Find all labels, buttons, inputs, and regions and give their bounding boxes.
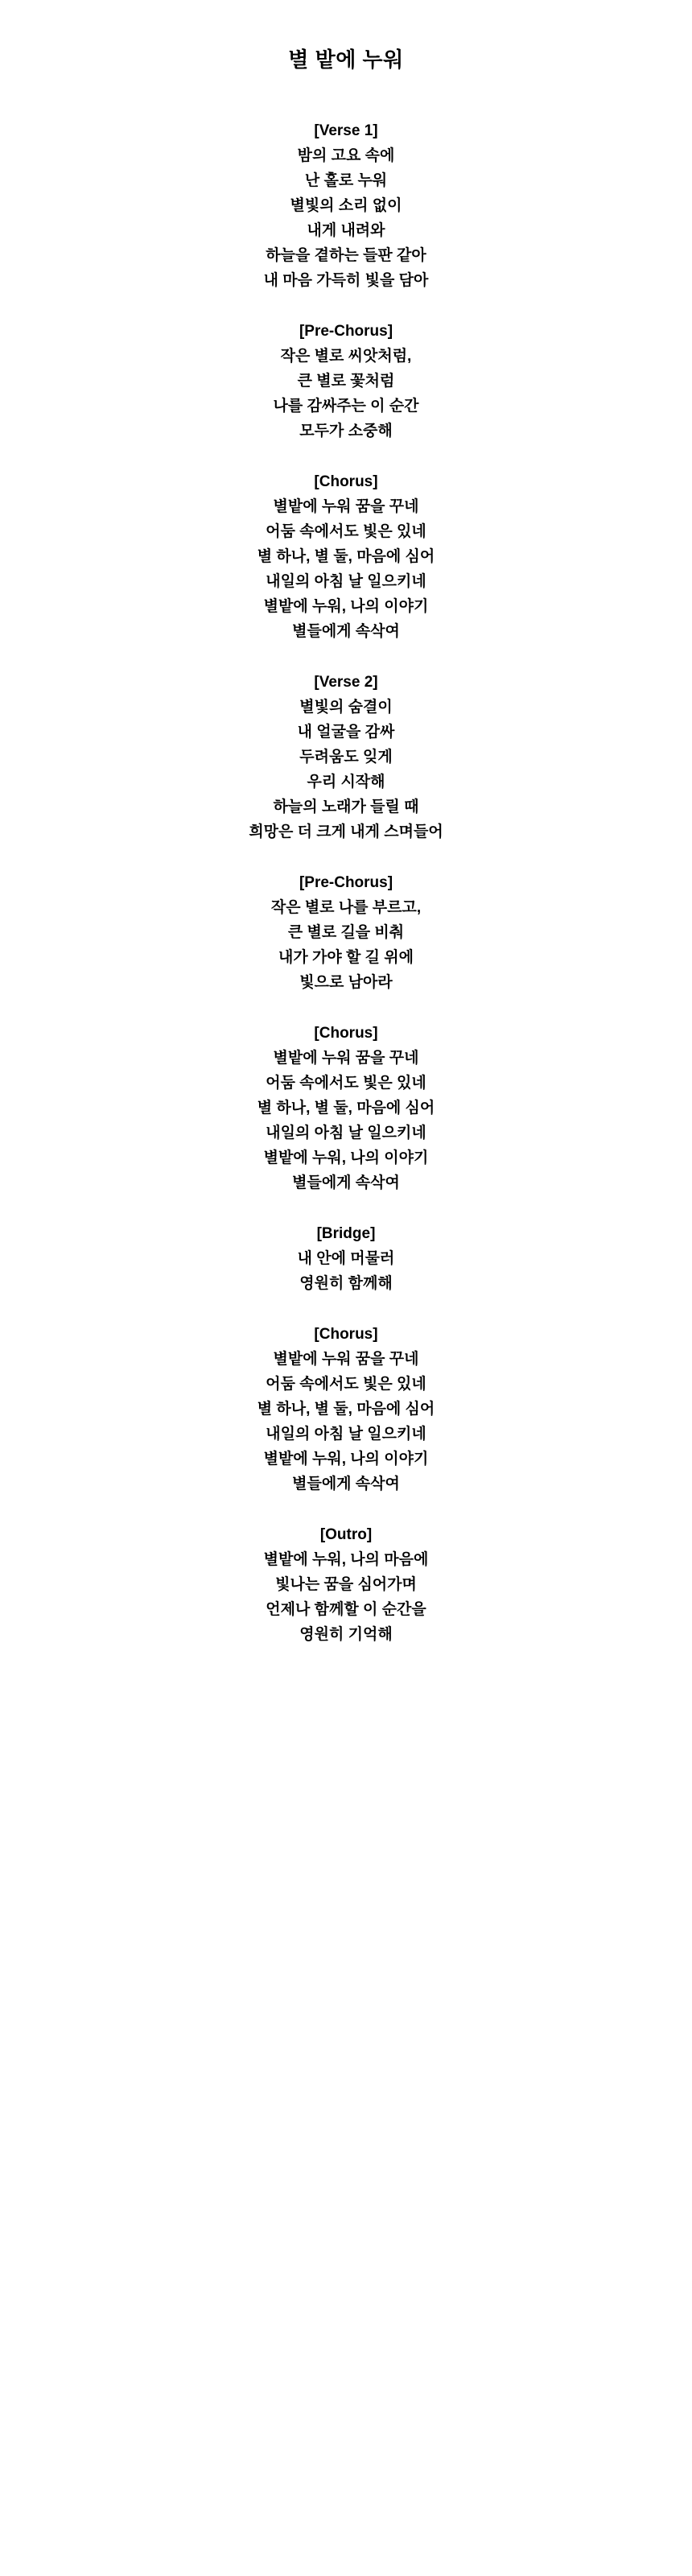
- section-label: [Chorus]: [314, 1326, 378, 1343]
- section-label: [Chorus]: [314, 1025, 378, 1042]
- section-label: [Outro]: [319, 1526, 373, 1543]
- lyrics-line: 모두가 소중해: [299, 423, 393, 440]
- lyrics-line: 하늘을 곁하는 들판 같아: [266, 247, 426, 264]
- lyrics-line: 내 안에 머물러: [297, 1250, 395, 1267]
- section-label: [Pre-Chorus]: [299, 874, 393, 891]
- lyrics-line: 별빛의 숨결이: [299, 699, 393, 716]
- lyrics-line: 내게 내려와: [307, 222, 385, 239]
- lyrics-line: 우리 시작해: [307, 774, 385, 791]
- lyrics-line: 별들에게 속삭여: [292, 1476, 400, 1492]
- lyrics-line: 별밭에 누워, 나의 이야기: [263, 598, 429, 615]
- section-label: [Verse 1]: [314, 122, 378, 139]
- lyrics-line: 별 하나, 별 둘, 마음에 심어: [257, 548, 435, 565]
- lyrics-line: 별 하나, 별 둘, 마음에 심어: [257, 1401, 435, 1418]
- lyrics-section: [0, 118, 692, 293]
- lyrics-line: 희망은 더 크게 내게 스며들어: [249, 824, 443, 840]
- lyrics-line: 어둠 속에서도 빛은 있네: [266, 523, 426, 540]
- lyrics-line: 빛나는 꿈을 심어가며: [275, 1576, 417, 1593]
- lyrics-line: 별밭에 누워 꿈을 꾸네: [273, 1050, 419, 1067]
- lyrics-line: 별밭에 누워, 나의 이야기: [263, 1150, 429, 1166]
- lyrics-line: 별밭에 누워 꿈을 꾸네: [273, 1351, 419, 1368]
- lyrics-line: 영원히 함께해: [299, 1275, 393, 1292]
- lyrics-line: 내가 가야 할 길 위에: [278, 949, 414, 966]
- section-label: [Verse 2]: [314, 674, 378, 691]
- lyrics-line: 작은 별로 씨앗처럼,: [280, 348, 412, 365]
- lyrics-line: 어둠 속에서도 빛은 있네: [266, 1075, 426, 1092]
- lyrics-section: [0, 319, 692, 444]
- lyrics-line: 내일의 아침 날 일으키네: [266, 1125, 426, 1141]
- section-label: [Bridge]: [316, 1225, 376, 1242]
- lyrics-section: [0, 1221, 692, 1296]
- lyrics-section: [0, 870, 692, 995]
- lyrics-line: 두려움도 잊게: [299, 749, 393, 766]
- lyrics-section: [0, 1322, 692, 1496]
- lyrics-section: [0, 469, 692, 644]
- lyrics-line: 빛으로 남아라: [299, 974, 393, 991]
- lyrics-line: 내일의 아침 날 일으키네: [266, 573, 426, 590]
- lyrics-line: 나를 감싸주는 이 순간: [273, 398, 419, 415]
- lyrics-line: 별밭에 누워, 나의 이야기: [263, 1451, 429, 1468]
- lyrics-line: 별들에게 속삭여: [292, 623, 400, 640]
- lyrics-section: [0, 1021, 692, 1195]
- lyrics-line: 큰 별로 꽃처럼: [297, 373, 395, 390]
- section-label: [Pre-Chorus]: [299, 323, 393, 340]
- lyrics-line: 영원히 기억해: [299, 1626, 393, 1643]
- lyrics-line: 내 마음 가득히 빛을 담아: [263, 272, 429, 289]
- lyrics-body: [0, 118, 692, 1647]
- lyrics-section: [0, 670, 692, 844]
- lyrics-line: 별밭에 누워 꿈을 꾸네: [273, 498, 419, 515]
- lyrics-line: 언제나 함께할 이 순간을: [266, 1601, 426, 1618]
- lyrics-line: 내일의 아침 날 일으키네: [266, 1426, 426, 1443]
- lyrics-line: 어둠 속에서도 빛은 있네: [266, 1376, 426, 1393]
- page-title: 별 밭에 누워: [288, 47, 404, 72]
- section-label: [Chorus]: [314, 473, 378, 490]
- lyrics-line: 별 하나, 별 둘, 마음에 심어: [257, 1100, 435, 1117]
- lyrics-line: 하늘의 노래가 들릴 때: [273, 799, 419, 815]
- lyrics-line: 별밭에 누워, 나의 마음에: [263, 1551, 429, 1568]
- lyrics-line: 내 얼굴을 감싸: [297, 724, 395, 741]
- lyrics-section: [0, 1522, 692, 1647]
- lyrics-line: 별빛의 소리 없이: [290, 197, 402, 214]
- lyrics-line: 밤의 고요 속에: [297, 147, 395, 164]
- lyrics-line: 난 홀로 누워: [304, 172, 388, 189]
- lyrics-line: 큰 별로 길을 비춰: [287, 924, 405, 941]
- lyrics-line: 작은 별로 나를 부르고,: [270, 899, 422, 916]
- lyrics-line: 별들에게 속삭여: [292, 1174, 400, 1191]
